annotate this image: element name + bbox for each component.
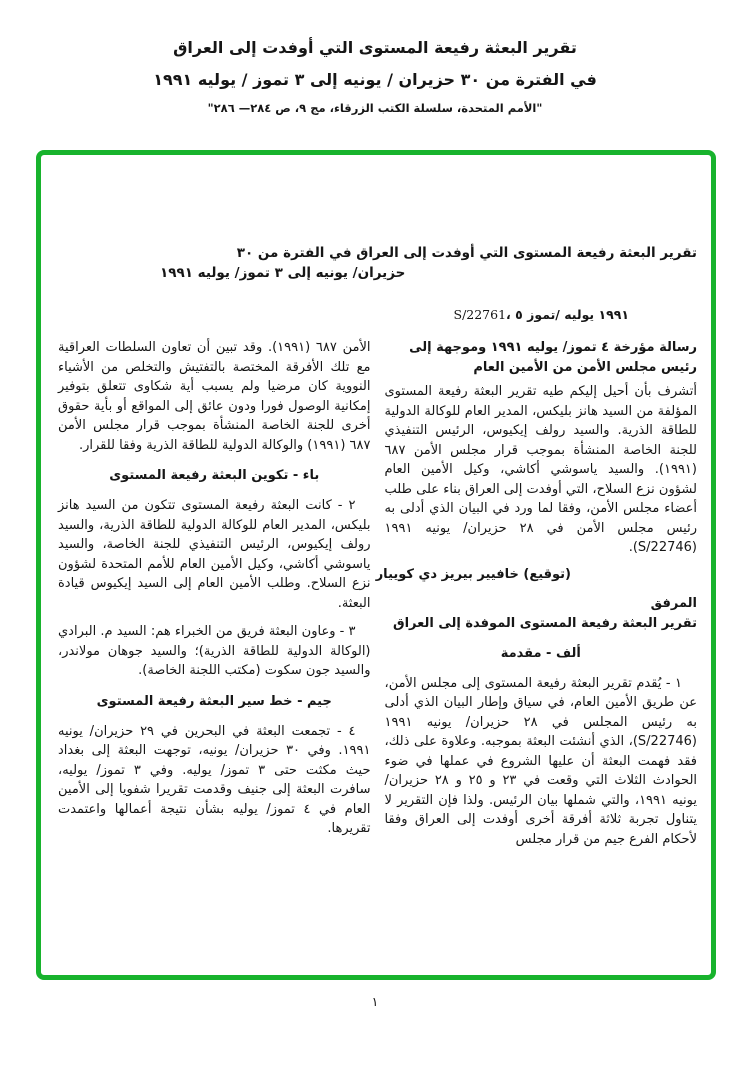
annex-paragraph-1: ١ - يُقدم تقرير البعثة رفيعة المستوى إلى مجلس الأمن، عن طريق الأمين العام، في سياق وإطار البيان الذي أدلى به رئيس المجلس في ٢٨ حزيران/ يونيه ١٩٩١ (S/22746)، الذي أنشئت البعثة بموجبه. وعلاوة على ذلك، فقد فهمت البعثة أن عليها الشروع في عملها في ضوء الحوادث الثلاث التي وقعت في ٢٣ و ٢٥ و ٢٨ حزيران/ يونيه ١٩٩١، والتي شملها بيان الرئيس. ولذا فإن التقرير لا يتناول تجربة ثلاثة أفرقة أخرى أوفدت إلى العراق وفقا لأحكام الفرع جيم من قرار مجلس xyxy=(384,675,698,847)
annex-paragraph-1-continued: الأمن ٦٨٧ (١٩٩١). وقد تبين أن تعاون السلطات العراقية مع تلك الأفرقة المختصة بالتفتيش والتخلص من الأشياء النووية كان مرضيا ولم يسبب أية شكاوى تتعلق بتوفير إمكانية الوصول فورا ودون عائق إلى المواقع أو بأية حقوق أخرى للجنة الخاصة المنشأة بموجب قرار مجلس الأمن ٦٨٧ (١٩٩١) والوكالة الدولية للطاقة الذرية وفقا للقرار. xyxy=(58,340,371,453)
letter-heading: رسالة مؤرخة ٤ تموز/ يوليه ١٩٩١ وموجهة إلى رئيس مجلس الأمن من الأمين العام xyxy=(409,340,697,375)
report-heading xyxy=(160,243,697,283)
column-left xyxy=(58,338,371,858)
two-column-body xyxy=(58,338,697,858)
page-header xyxy=(0,38,750,115)
annex-label: المرفق xyxy=(650,595,697,611)
page-title-line-1: تقرير البعثة رفيعة المستوى التي أوفدت إلى العراق xyxy=(173,38,577,57)
report-frame xyxy=(36,150,716,980)
signature-label: (توقيع) xyxy=(523,566,571,582)
section-c-heading: جيم - خط سير البعثة رفيعة المستوى xyxy=(96,693,332,709)
section-a-heading: ألف - مقدمة xyxy=(500,645,581,661)
page-title-line-2: في الفترة من ٣٠ حزيران / يونيه إلى ٣ تموز / يوليه ١٩٩١ xyxy=(153,70,597,89)
document-symbol: S/22761 xyxy=(453,307,507,322)
source-citation: "الأمم المتحدة، سلسلة الكتب الزرقاء، مج ٩، ص ٢٨٤— ٢٨٦" xyxy=(207,101,543,115)
report-heading-line-2: حزيران/ يونيه إلى ٣ تموز/ يوليه ١٩٩١ xyxy=(160,265,406,281)
annex-paragraph-3: ٣ - وعاون البعثة فريق من الخبراء هم: السيد م. البرادي (الوكالة الدولية للطاقة الذرية)؛ والسيد جوهان مولاندر، والسيد جون سكوت (مكتب اللجنة الخاصة). xyxy=(58,624,371,678)
annex-paragraph-4: ٤ - تجمعت البعثة في البحرين في ٢٩ حزيران/ يونيه ١٩٩١. وفي ٣٠ حزيران/ يونيه، توجهت البعثة إلى بغداد حيث مكثت حتى ٣ تموز/ يوليه. وفي ٣ تموز/ يوليه، سافرت البعثة إلى جنيف وقدمت تقريرا شفويا إلى الأمين العام في ٤ تموز/ يوليه بشأن نتيجة أعمالها واعتمدت تقريرها. xyxy=(58,723,371,836)
signature-line xyxy=(375,566,572,582)
document-date: ٥‎ تموز/‎ يوليه‎ ١٩٩١ xyxy=(515,307,629,322)
annex-paragraph-2: ٢ - كانت البعثة رفيعة المستوى تتكون من السيد هانز بليكس، المدير العام للوكالة الدولية للطاقة الذرية، والسيد رولف إيكيوس، الرئيس التنفيذي للجنة الخاصة، والسيد ياسوشي أكاشي، وكيل الأمين العام للأمم المتحدة لشؤون نزع السلاح. وطلب الأمين العام إلى السيد إيكيوس قيادة البعثة. xyxy=(58,498,371,611)
document-symbol-line xyxy=(58,307,697,322)
page-number: ١ xyxy=(371,994,379,1009)
report-heading-line-1: تقرير البعثة رفيعة المستوى التي أوفدت إلى العراق في الفترة من ٣٠ xyxy=(236,245,697,261)
annex-title: تقرير البعثة رفيعة المستوى الموفدة إلى العراق xyxy=(392,615,697,631)
column-right xyxy=(375,338,698,858)
section-b-heading: باء - تكوين البعثة رفيعة المستوى xyxy=(109,468,320,483)
signature-name: خافيير بيريز دي كوييار xyxy=(375,566,519,582)
symbol-separator: ، xyxy=(506,307,516,322)
letter-body-paragraph: أتشرف بأن أحيل إليكم طيه تقرير البعثة رفيعة المستوى المؤلفة من السيد هانز بليكس، المدير العام للوكالة الدولية للطاقة الذرية. والسيد رولف إيكيوس، الرئيس التنفيذي للجنة الخاصة المنشأة بموجب قرار مجلس الأمن ٦٨٧ (١٩٩١). والسيد ياسوشي أكاشي، وكيل الأمين العام لشؤون نزع السلاح، التي أوفدت إلى العراق بناء على طلب أعضاء مجلس الأمن، وفقا لما ورد في البيان الذي أدلى به رئيس مجلس الأمن في ٢٨ حزيران/ يونيه ١٩٩١ (S/22746). xyxy=(384,384,697,555)
